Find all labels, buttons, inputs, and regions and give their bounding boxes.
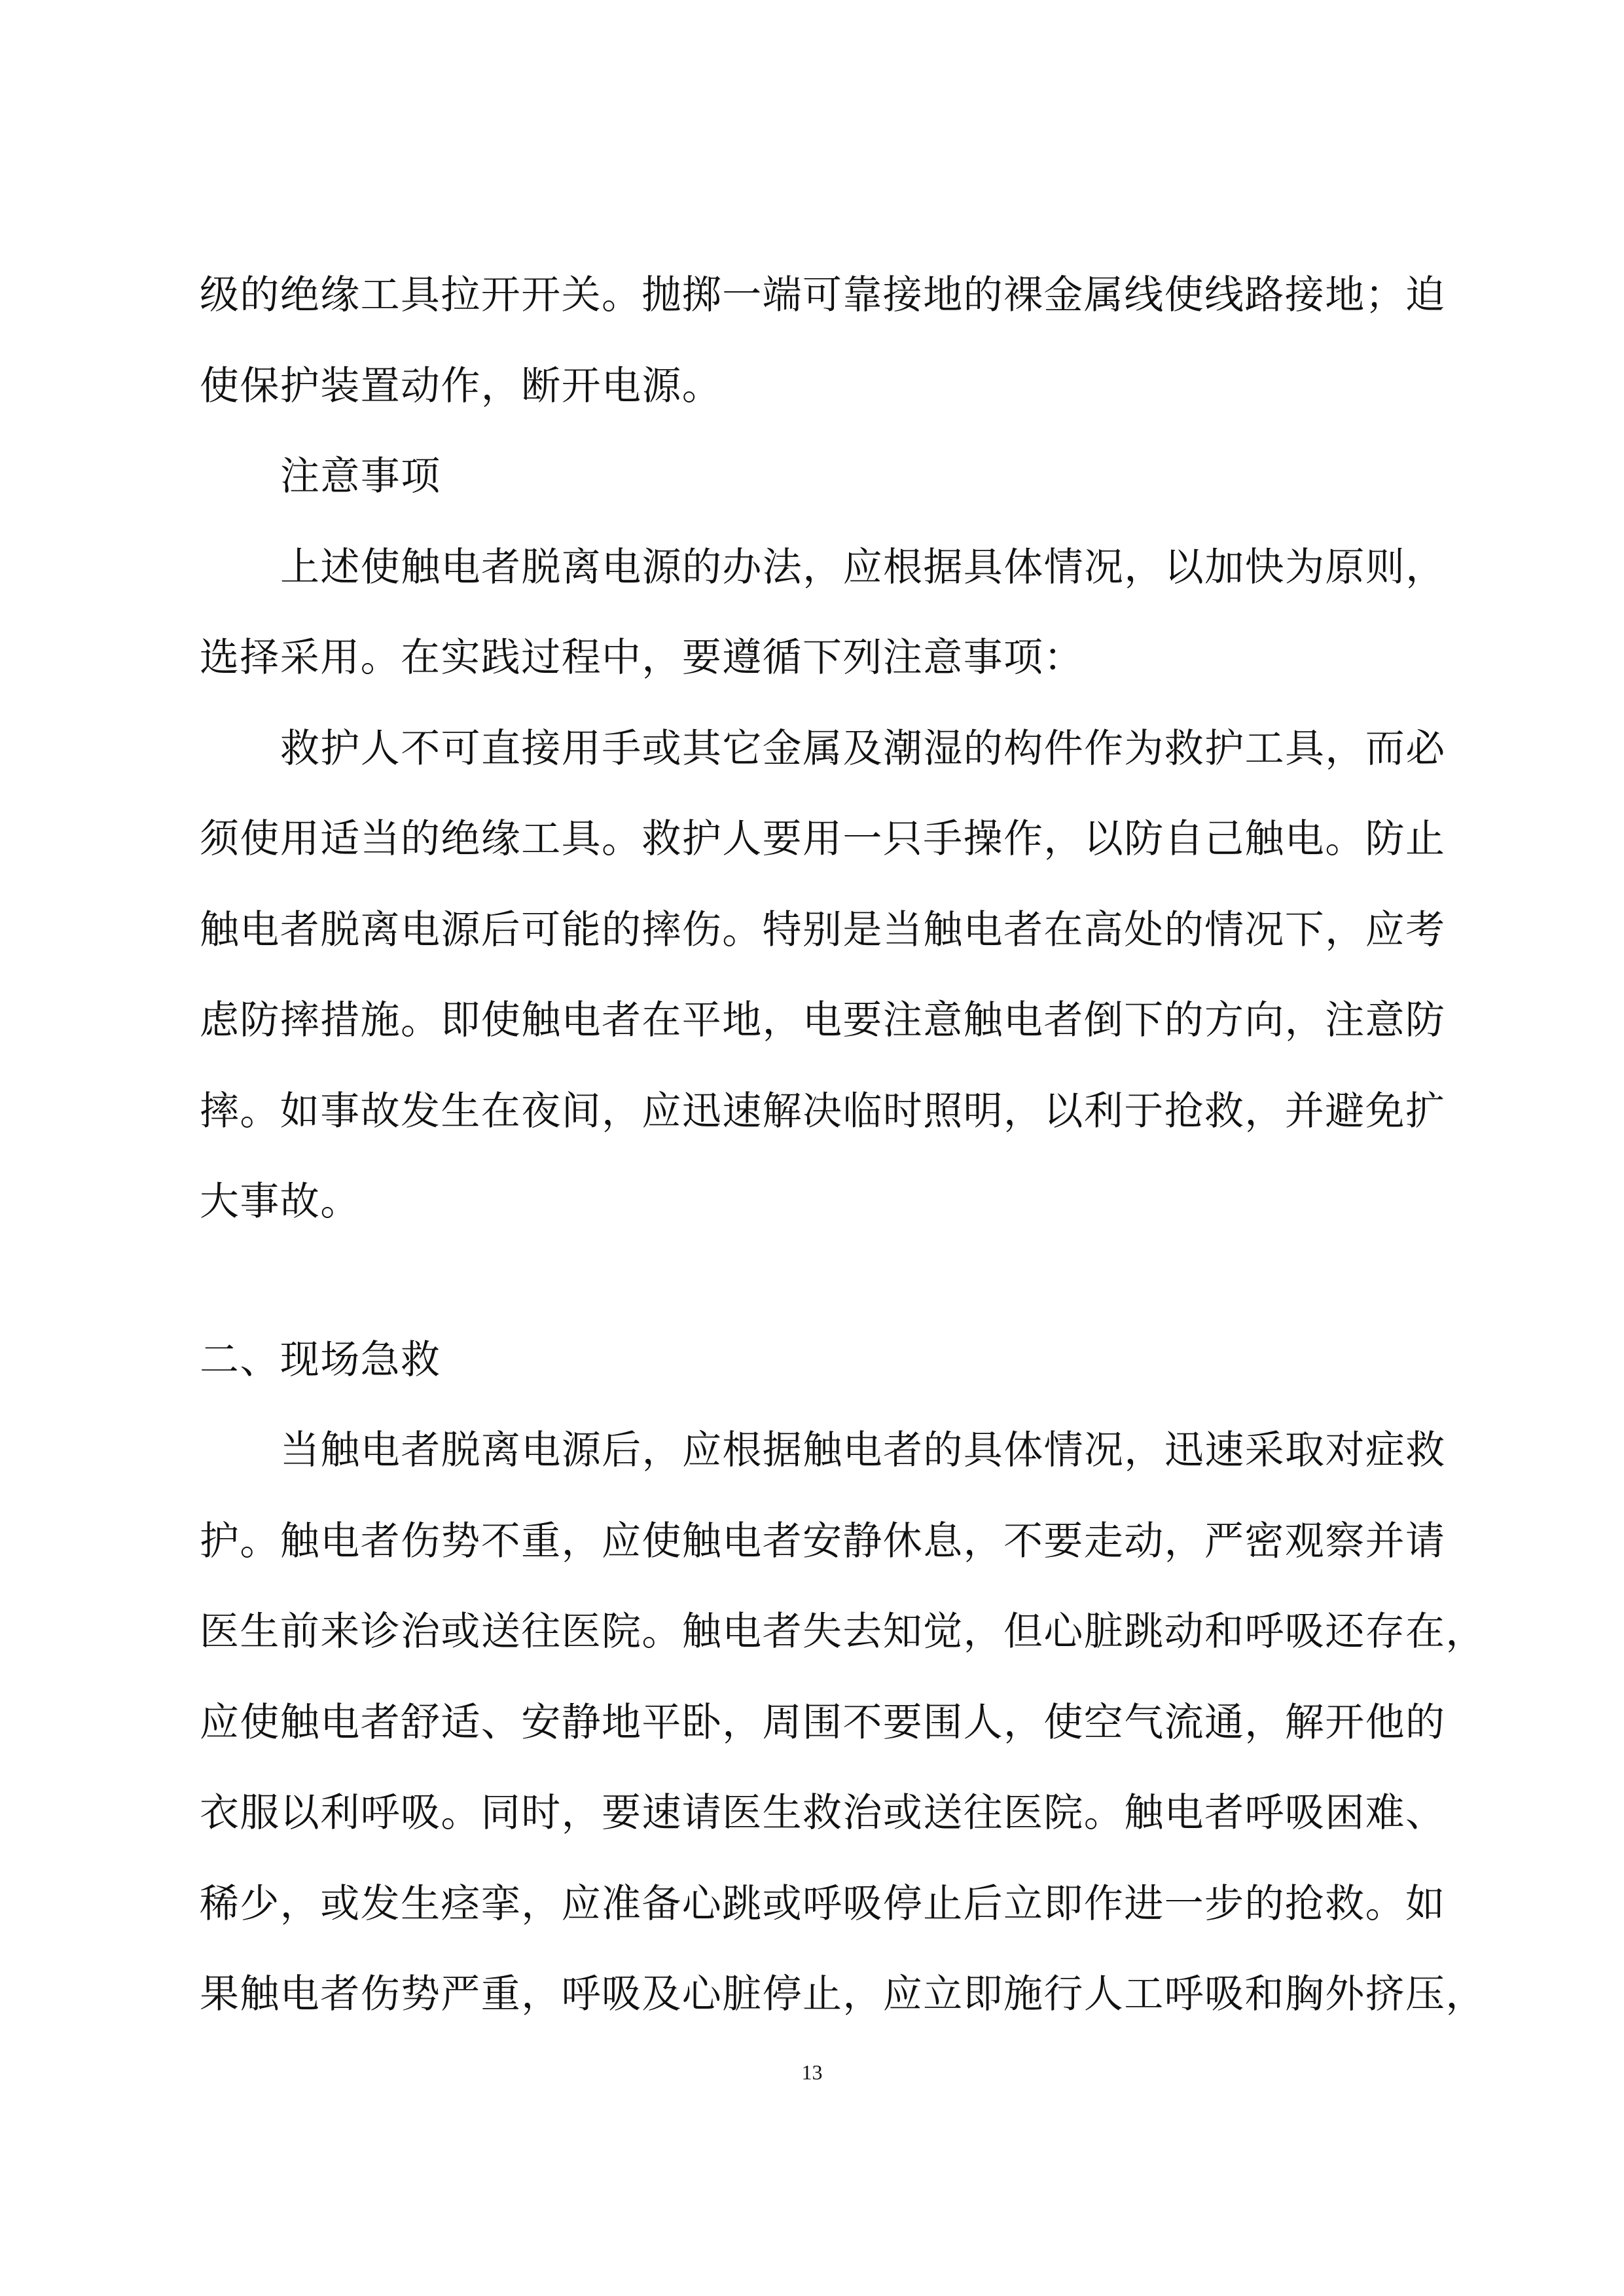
subheading-precautions: 注意事项 <box>280 454 441 499</box>
paragraph-line: 稀少，或发生痉挛，应准备心跳或呼吸停止后立即作进一步的抢救。如 <box>200 1880 1446 1927</box>
paragraph-line: 当触电者脱离电源后，应根据触电者的具体情况，迅速采取对症救 <box>280 1427 1446 1473</box>
paragraph-line: 果触电者伤势严重，呼吸及心脏停止，应立即施行人工呼吸和胸外挤压， <box>200 1971 1486 2017</box>
paragraph-line: 医生前来诊治或送往医院。触电者失去知觉，但心脏跳动和呼吸还存在， <box>200 1609 1486 1655</box>
paragraph-line: 虑防摔措施。即使触电者在平地，电要注意触电者倒下的方向，注意防 <box>200 997 1446 1043</box>
paragraph-line: 级的绝缘工具拉开开关。抛掷一端可靠接地的裸金属线使线路接地；迫 <box>200 272 1446 318</box>
paragraph-line: 救护人不可直接用手或其它金属及潮湿的构件作为救护工具，而必 <box>280 725 1446 772</box>
paragraph-line: 上述使触电者脱离电源的办法，应根据具体情况，以加快为原则， <box>280 544 1446 590</box>
section-heading: 二、现场急救 <box>200 1336 441 1383</box>
paragraph-line: 应使触电者舒适、安静地平卧，周围不要围人，使空气流通，解开他的 <box>200 1699 1446 1746</box>
paragraph-line: 摔。如事故发生在夜间，应迅速解决临时照明，以利于抢救，并避免扩 <box>200 1088 1446 1134</box>
paragraph-line: 衣服以利呼吸。同时，要速请医生救治或送往医院。触电者呼吸困难、 <box>200 1790 1446 1836</box>
paragraph-line: 选择采用。在实践过程中，要遵循下列注意事项： <box>200 635 1084 681</box>
document-body <box>200 250 1486 2040</box>
paragraph-line: 大事故。 <box>200 1179 361 1225</box>
paragraph-line: 触电者脱离电源后可能的摔伤。特别是当触电者在高处的情况下，应考 <box>200 906 1446 953</box>
page-number: 13 <box>801 2060 823 2084</box>
paragraph-line: 使保护装置动作，断开电源。 <box>200 363 723 409</box>
paragraph-line: 护。触电者伤势不重，应使触电者安静休息，不要走动，严密观察并请 <box>200 1518 1446 1564</box>
paragraph-line: 须使用适当的绝缘工具。救护人要用一只手操作，以防自己触电。防止 <box>200 816 1446 862</box>
